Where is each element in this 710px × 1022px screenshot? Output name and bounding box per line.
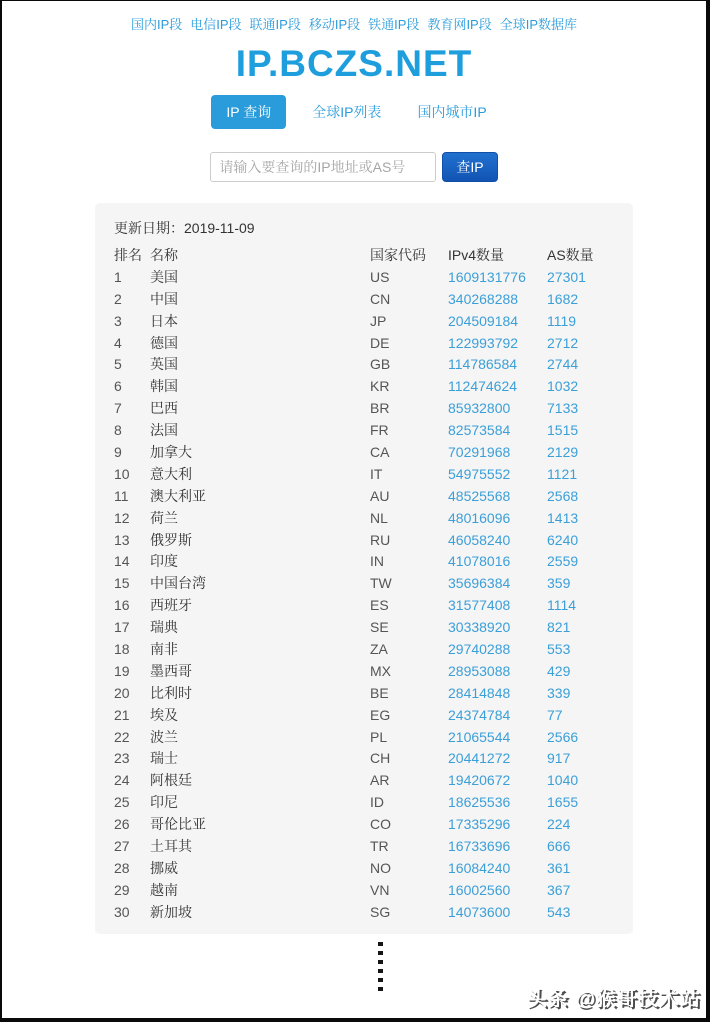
as-count-cell: [547, 595, 619, 617]
as-count-link[interactable]: 361: [547, 859, 571, 876]
country-name-cell: 新加坡: [150, 903, 192, 920]
country-name-cell: 印尼: [150, 794, 178, 811]
country-name-cell: 日本: [150, 312, 178, 329]
column-header: AS数量: [547, 247, 594, 263]
column-header: IPv4数量: [448, 247, 505, 263]
search-ip-button[interactable]: 查IP: [442, 152, 497, 182]
rank-cell: 25: [114, 794, 130, 811]
country-name-cell: 阿根廷: [150, 772, 192, 789]
ipv4-count-link[interactable]: 24374784: [448, 706, 511, 723]
rank-cell: 20: [114, 684, 130, 701]
ipv4-count-link[interactable]: 1609131776: [448, 268, 526, 285]
as-count-cell: [547, 530, 619, 552]
as-count-link[interactable]: 6240: [547, 531, 579, 548]
country-name-cell: 埃及: [150, 706, 178, 723]
rank-cell: 18: [114, 641, 130, 658]
country-code-cell: SG: [370, 903, 391, 920]
ipv4-count-cell: [448, 442, 547, 464]
table-row: [114, 464, 633, 486]
country-code-cell: NO: [370, 859, 391, 876]
as-count-cell: [547, 792, 619, 814]
rank-cell: 9: [114, 444, 122, 461]
as-count-cell: [547, 705, 619, 727]
country-name-cell: 意大利: [150, 465, 192, 482]
country-name-cell: 韩国: [150, 378, 178, 395]
country-code-cell: MX: [370, 662, 391, 679]
table-row: [114, 289, 633, 311]
ipv4-count-cell: [448, 267, 547, 289]
as-count-cell: [547, 770, 619, 792]
ipv4-count-cell: [448, 683, 547, 705]
ipv4-count-cell: [448, 376, 547, 398]
rank-cell: 29: [114, 881, 130, 898]
ipv4-count-link[interactable]: 70291968: [448, 444, 511, 461]
country-name-cell: 俄罗斯: [150, 531, 192, 548]
as-count-cell: [547, 333, 619, 355]
as-count-link[interactable]: 224: [547, 816, 571, 833]
nav-link[interactable]: 移动IP段: [308, 17, 361, 32]
table-row: [114, 836, 633, 858]
country-name-cell: 荷兰: [150, 509, 178, 526]
country-name-cell: 中国台湾: [150, 575, 206, 592]
ipv4-count-cell: [448, 792, 547, 814]
ipv4-count-link[interactable]: 41078016: [448, 553, 511, 570]
ipv4-count-cell: [448, 398, 547, 420]
ipv4-count-cell: [448, 639, 547, 661]
table-row: [114, 486, 633, 508]
country-code-cell: US: [370, 268, 390, 285]
as-count-cell: [547, 442, 619, 464]
as-count-cell: [547, 836, 619, 858]
table-header-row: [114, 245, 633, 267]
country-code-cell: PL: [370, 728, 388, 745]
search-input[interactable]: [210, 152, 436, 182]
country-name-cell: 瑞典: [150, 619, 178, 636]
as-count-cell: [547, 311, 619, 333]
country-name-cell: 印度: [150, 553, 178, 570]
ipv4-count-cell: [448, 333, 547, 355]
as-count-link[interactable]: 2129: [547, 444, 579, 461]
table-row: [114, 727, 633, 749]
table-row: [114, 792, 633, 814]
country-code-cell: JP: [370, 312, 387, 329]
nav-link[interactable]: 联通IP段: [249, 17, 301, 32]
as-count-link[interactable]: 339: [547, 684, 571, 701]
country-name-cell: 西班牙: [150, 597, 192, 614]
ipv4-count-cell: [448, 486, 547, 508]
ipv4-count-link[interactable]: 16733696: [448, 838, 511, 855]
country-name-cell: 巴西: [150, 400, 178, 417]
as-count-cell: [547, 464, 619, 486]
table-row: [114, 902, 633, 924]
ipv4-count-link[interactable]: 340268288: [448, 290, 519, 307]
rank-cell: 6: [114, 378, 122, 395]
table-row: [114, 267, 633, 289]
table-row: [114, 442, 633, 464]
country-ip-table: [114, 245, 633, 924]
as-count-cell: [547, 354, 619, 376]
rank-cell: 3: [114, 312, 122, 329]
as-count-link[interactable]: 367: [547, 881, 571, 898]
ipv4-count-link[interactable]: 20441272: [448, 750, 511, 767]
table-row: [114, 595, 633, 617]
country-code-cell: GB: [370, 356, 391, 373]
nav-link[interactable]: 国内IP段: [130, 17, 183, 32]
more-rows-ellipsis: [378, 942, 383, 991]
ipv4-count-cell: [448, 705, 547, 727]
country-name-cell: 土耳其: [150, 838, 192, 855]
country-code-cell: IN: [370, 553, 384, 570]
country-code-cell: ID: [370, 794, 384, 811]
ipv4-count-link[interactable]: 18625536: [448, 794, 511, 811]
ipv4-count-link[interactable]: 16084240: [448, 859, 511, 876]
ipv4-count-link[interactable]: 29740288: [448, 641, 511, 658]
country-code-cell: EG: [370, 706, 391, 723]
table-row: [114, 639, 633, 661]
country-code-cell: CO: [370, 816, 391, 833]
search-bar: [2, 152, 706, 182]
as-count-cell: [547, 661, 619, 683]
ipv4-count-link[interactable]: 21065544: [448, 728, 511, 745]
ipv4-count-link[interactable]: 19420672: [448, 772, 511, 789]
ipv4-count-link[interactable]: 114786584: [448, 356, 518, 373]
as-count-cell: [547, 748, 619, 770]
rank-cell: 4: [114, 334, 122, 351]
as-count-cell: [547, 486, 619, 508]
ipv4-count-link[interactable]: 46058240: [448, 531, 511, 548]
country-code-cell: TR: [370, 838, 389, 855]
as-count-cell: [547, 267, 619, 289]
table-row: [114, 420, 633, 442]
table-row: [114, 770, 633, 792]
rank-cell: 12: [114, 509, 130, 526]
as-count-link[interactable]: 2566: [547, 728, 579, 745]
as-count-cell: [547, 814, 619, 836]
rank-cell: 17: [114, 619, 130, 636]
country-name-cell: 波兰: [150, 728, 178, 745]
rank-cell: 1: [114, 268, 122, 285]
country-code-cell: RU: [370, 531, 391, 548]
country-code-cell: AR: [370, 772, 390, 789]
as-count-cell: [547, 880, 619, 902]
ranking-panel: [95, 203, 633, 934]
top-nav: [2, 1, 706, 33]
ipv4-count-link[interactable]: 112474624: [448, 378, 518, 395]
as-count-link[interactable]: 553: [547, 641, 571, 658]
as-count-cell: [547, 573, 619, 595]
as-count-link[interactable]: 1655: [547, 794, 579, 811]
as-count-link[interactable]: 917: [547, 750, 571, 767]
ipv4-count-cell: [448, 464, 547, 486]
rank-cell: 23: [114, 750, 130, 767]
as-count-link[interactable]: 1515: [547, 422, 579, 439]
as-count-cell: [547, 617, 619, 639]
site-title: IP.BCZS.NET: [235, 43, 473, 84]
column-header: 国家代码: [370, 247, 426, 263]
as-count-link[interactable]: 1121: [547, 465, 578, 482]
country-code-cell: BE: [370, 684, 389, 701]
table-row: [114, 354, 633, 376]
as-count-link[interactable]: 1114: [547, 597, 577, 614]
country-code-cell: FR: [370, 422, 389, 439]
column-header: 排名: [114, 247, 142, 263]
tab-global-ip-list[interactable]: 全球IP列表: [312, 104, 382, 120]
as-count-link[interactable]: 77: [547, 706, 563, 723]
country-code-cell: DE: [370, 334, 390, 351]
as-count-cell: [547, 639, 619, 661]
rank-cell: 7: [114, 400, 122, 417]
country-name-cell: 中国: [150, 290, 178, 307]
tab-ip-query[interactable]: IP 查询: [211, 95, 286, 129]
as-count-link[interactable]: 1032: [547, 378, 579, 395]
ipv4-count-link[interactable]: 31577408: [448, 597, 511, 614]
rank-cell: 28: [114, 859, 130, 876]
nav-link[interactable]: 全球IP数据库: [499, 17, 578, 32]
country-name-cell: 法国: [150, 422, 178, 439]
rank-cell: 14: [114, 553, 130, 570]
as-count-link[interactable]: 429: [547, 662, 571, 679]
as-count-link[interactable]: 7133: [547, 400, 579, 417]
column-header: 名称: [150, 247, 178, 263]
rank-cell: 30: [114, 903, 130, 920]
ipv4-count-cell: [448, 748, 547, 770]
ipv4-count-cell: [448, 836, 547, 858]
as-count-link[interactable]: 543: [547, 903, 571, 920]
table-row: [114, 683, 633, 705]
country-code-cell: TW: [370, 575, 392, 592]
as-count-link[interactable]: 666: [547, 838, 571, 855]
table-row: [114, 814, 633, 836]
table-row: [114, 573, 633, 595]
as-count-cell: [547, 683, 619, 705]
ipv4-count-cell: [448, 814, 547, 836]
table-row: [114, 858, 633, 880]
as-count-link[interactable]: 1040: [547, 772, 579, 789]
as-count-cell: [547, 902, 619, 924]
ipv4-count-cell: [448, 661, 547, 683]
country-code-cell: VN: [370, 881, 390, 898]
as-count-link[interactable]: 821: [547, 619, 571, 636]
as-count-link[interactable]: 2559: [547, 553, 579, 570]
nav-link[interactable]: 电信IP段: [190, 17, 242, 32]
as-count-cell: [547, 551, 619, 573]
ipv4-count-link[interactable]: 30338920: [448, 619, 511, 636]
ipv4-count-link[interactable]: 48525568: [448, 487, 511, 504]
ipv4-count-link[interactable]: 54975552: [448, 465, 511, 482]
country-name-cell: 比利时: [150, 684, 192, 701]
ipv4-count-link[interactable]: 35696384: [448, 575, 511, 592]
table-row: [114, 661, 633, 683]
rank-cell: 22: [114, 728, 130, 745]
as-count-link[interactable]: 2712: [547, 334, 579, 351]
watermark: 头条 @猴哥技术站: [526, 988, 701, 1010]
country-name-cell: 德国: [150, 334, 178, 351]
as-count-link[interactable]: 2744: [547, 356, 579, 373]
rank-cell: 2: [114, 290, 122, 307]
as-count-link[interactable]: 1119: [547, 312, 577, 329]
ipv4-count-link[interactable]: 28953088: [448, 662, 511, 679]
country-code-cell: NL: [370, 509, 388, 526]
ipv4-count-link[interactable]: 16002560: [448, 881, 511, 898]
table-row: [114, 748, 633, 770]
country-name-cell: 墨西哥: [150, 662, 192, 679]
country-code-cell: CH: [370, 750, 391, 767]
table-row: [114, 705, 633, 727]
table-row: [114, 508, 633, 530]
country-code-cell: IT: [370, 465, 383, 482]
ipv4-count-cell: [448, 770, 547, 792]
rank-cell: 27: [114, 838, 130, 855]
country-name-cell: 瑞士: [150, 750, 178, 767]
as-count-link[interactable]: 2568: [547, 487, 579, 504]
ipv4-count-cell: [448, 573, 547, 595]
country-name-cell: 加拿大: [150, 444, 192, 461]
rank-cell: 13: [114, 531, 130, 548]
ipv4-count-link[interactable]: 204509184: [448, 312, 519, 329]
table-row: [114, 333, 633, 355]
ipv4-count-cell: [448, 354, 547, 376]
update-date: 更新日期：2019-11-09: [114, 220, 255, 236]
ipv4-count-cell: [448, 880, 547, 902]
rank-cell: 21: [114, 706, 130, 723]
ipv4-count-link[interactable]: 14073600: [448, 903, 511, 920]
ipv4-count-link[interactable]: 85932800: [448, 400, 511, 417]
country-name-cell: 英国: [150, 356, 178, 373]
country-name-cell: 哥伦比亚: [150, 816, 206, 833]
as-count-cell: [547, 289, 619, 311]
country-code-cell: SE: [370, 619, 389, 636]
country-name-cell: 挪威: [150, 859, 178, 876]
rank-cell: 11: [114, 487, 129, 504]
country-code-cell: BR: [370, 400, 390, 417]
ipv4-count-cell: [448, 508, 547, 530]
ipv4-count-cell: [448, 617, 547, 639]
as-count-link[interactable]: 359: [547, 575, 571, 592]
ipv4-count-cell: [448, 858, 547, 880]
as-count-link[interactable]: 27301: [547, 268, 586, 285]
as-count-link[interactable]: 1413: [547, 509, 579, 526]
ipv4-count-cell: [448, 902, 547, 924]
as-count-link[interactable]: 1682: [547, 290, 579, 307]
ipv4-count-link[interactable]: 17335296: [448, 816, 511, 833]
country-code-cell: ZA: [370, 641, 388, 658]
table-row: [114, 530, 633, 552]
country-name-cell: 越南: [150, 881, 178, 898]
tab-bar: [2, 95, 706, 129]
rank-cell: 5: [114, 356, 122, 373]
rank-cell: 26: [114, 816, 130, 833]
nav-link[interactable]: 铁通IP段: [368, 17, 420, 32]
rank-cell: 16: [114, 597, 130, 614]
country-code-cell: CN: [370, 290, 391, 307]
as-count-cell: [547, 420, 619, 442]
as-count-cell: [547, 508, 619, 530]
table-row: [114, 311, 633, 333]
as-count-cell: [547, 376, 619, 398]
table-row: [114, 376, 633, 398]
as-count-cell: [547, 398, 619, 420]
rank-cell: 19: [114, 662, 130, 679]
tab-domestic-city-ip[interactable]: 国内城市IP: [417, 104, 487, 120]
rank-cell: 8: [114, 422, 122, 439]
ipv4-count-link[interactable]: 28414848: [448, 684, 511, 701]
ipv4-count-link[interactable]: 122993792: [448, 334, 519, 351]
rank-cell: 24: [114, 772, 130, 789]
country-code-cell: CA: [370, 444, 390, 461]
rank-cell: 10: [114, 465, 130, 482]
country-name-cell: 美国: [150, 268, 178, 285]
ipv4-count-cell: [448, 311, 547, 333]
ipv4-count-cell: [448, 420, 547, 442]
country-name-cell: 南非: [150, 641, 178, 658]
table-row: [114, 617, 633, 639]
ipv4-count-link[interactable]: 82573584: [448, 422, 511, 439]
country-code-cell: AU: [370, 487, 390, 504]
table-row: [114, 398, 633, 420]
country-code-cell: ES: [370, 597, 389, 614]
table-row: [114, 880, 633, 902]
ipv4-count-cell: [448, 595, 547, 617]
ipv4-count-cell: [448, 727, 547, 749]
as-count-cell: [547, 727, 619, 749]
ipv4-count-link[interactable]: 48016096: [448, 509, 511, 526]
rank-cell: 15: [114, 575, 130, 592]
country-name-cell: 澳大利亚: [150, 487, 206, 504]
nav-link[interactable]: 教育网IP段: [427, 17, 492, 32]
ipv4-count-cell: [448, 551, 547, 573]
ipv4-count-cell: [448, 289, 547, 311]
ipv4-count-cell: [448, 530, 547, 552]
country-code-cell: KR: [370, 378, 390, 395]
table-row: [114, 551, 633, 573]
as-count-cell: [547, 858, 619, 880]
